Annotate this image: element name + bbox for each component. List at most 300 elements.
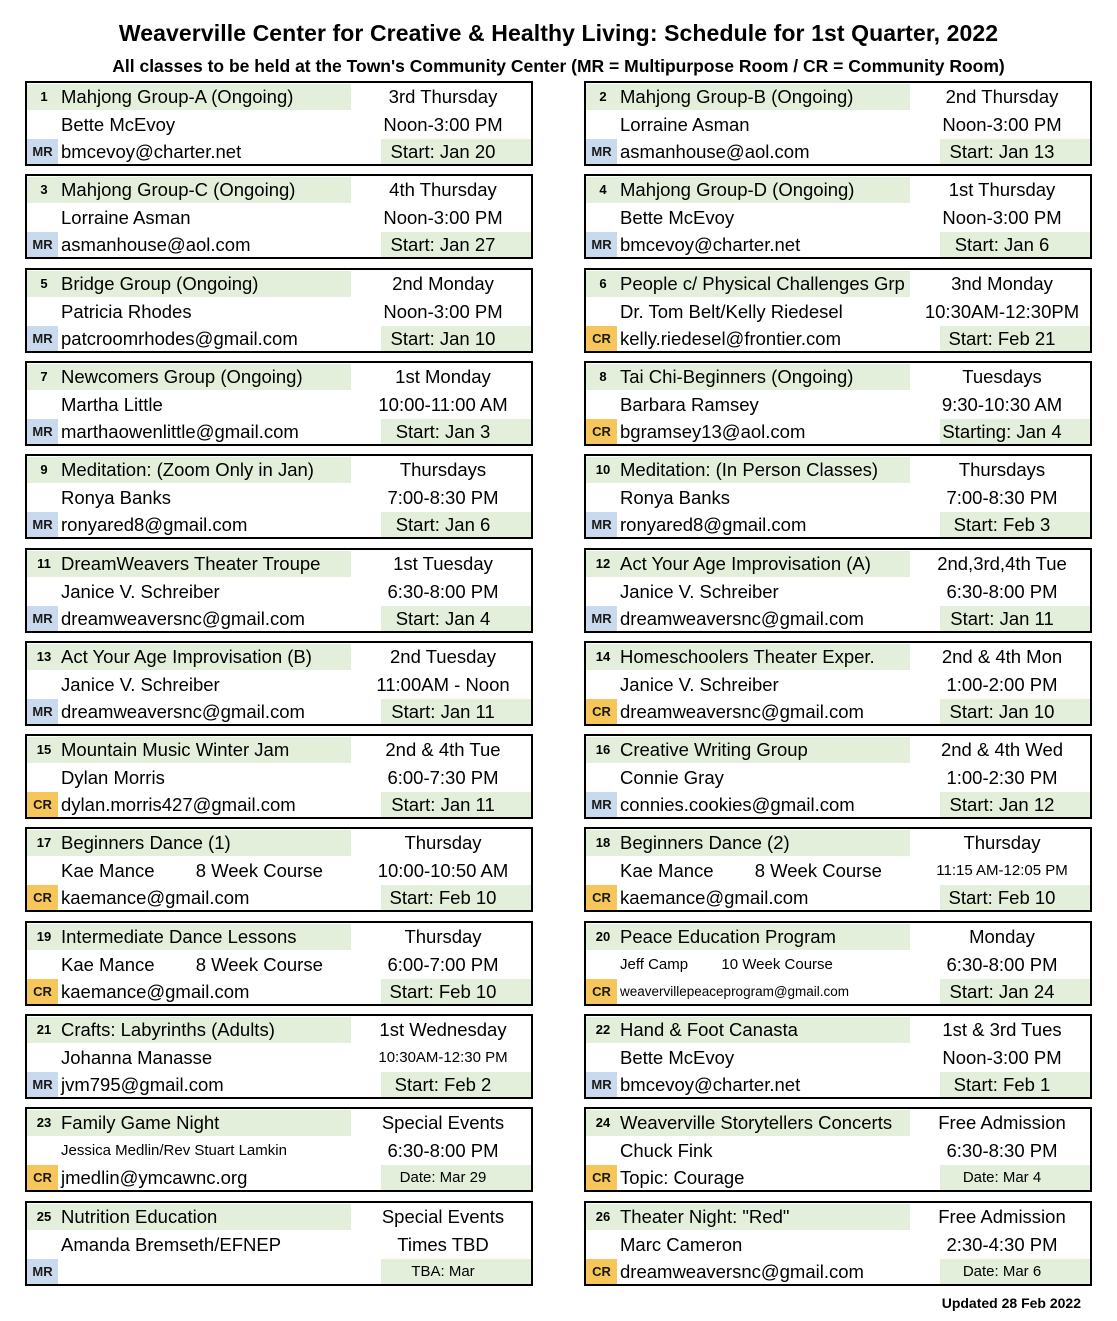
room-badge: MR: [586, 512, 617, 537]
class-contact-row: [586, 978, 1090, 1006]
class-contact-row: [586, 1258, 1090, 1286]
class-day: 3rd Thursday: [388, 86, 498, 107]
class-leader: Kae Mance 8 Week Course: [61, 860, 323, 881]
class-start-date: Start: Jan 6: [395, 514, 491, 535]
class-card: [584, 361, 1092, 446]
class-name: Meditation: (Zoom Only in Jan): [61, 459, 314, 480]
room-badge: MR: [586, 139, 617, 164]
class-name: Mountain Music Winter Jam: [61, 739, 290, 760]
room-badge: MR: [27, 326, 58, 351]
class-name: Theater Night: "Red": [620, 1206, 790, 1227]
class-leader: Bette McEvoy: [61, 114, 176, 135]
class-contact-email[interactable]: bmcevoy@charter.net: [61, 141, 242, 162]
class-card: [25, 1201, 533, 1286]
class-contact-row: [27, 231, 531, 259]
class-leader: Chuck Fink: [620, 1140, 713, 1161]
room-badge: CR: [586, 885, 617, 910]
class-start-date: Start: Jan 11: [950, 608, 1054, 629]
class-leader-row: [586, 764, 1090, 792]
class-title-row: [27, 1203, 531, 1231]
class-name: DreamWeavers Theater Troupe: [61, 553, 321, 574]
class-leader-row: [586, 391, 1090, 419]
class-start-date: Start: Jan 3: [395, 421, 491, 442]
class-contact-row: [586, 231, 1090, 259]
class-leader: Ronya Banks: [61, 487, 172, 508]
class-leader: Amanda Bremseth/EFNEP: [61, 1234, 282, 1255]
class-time: 6:30-8:00 PM: [946, 954, 1058, 975]
class-contact-email[interactable]: kaemance@gmail.com: [620, 887, 809, 908]
class-card: [584, 174, 1092, 259]
class-card: [25, 548, 533, 633]
class-title-row: [586, 1016, 1090, 1044]
class-number: 17: [36, 835, 52, 850]
class-time: Times TBD: [397, 1234, 489, 1255]
class-time: 7:00-8:30 PM: [946, 487, 1058, 508]
class-day: 3nd Monday: [951, 273, 1053, 294]
class-leader: Martha Little: [61, 394, 163, 415]
class-contact-email[interactable]: dylan.morris427@gmail.com: [61, 794, 296, 815]
class-number: 9: [40, 462, 48, 477]
class-name: Homeschoolers Theater Exper.: [620, 646, 875, 667]
class-leader-row: [586, 951, 1090, 979]
class-leader: Kae Mance 8 Week Course: [61, 954, 323, 975]
class-time: Noon-3:00 PM: [942, 207, 1062, 228]
class-start-date: Start: Jan 10: [949, 701, 1055, 722]
class-time: 6:00-7:00 PM: [387, 954, 499, 975]
class-card: [584, 81, 1092, 166]
class-contact-email[interactable]: kaemance@gmail.com: [61, 887, 250, 908]
updated-date: Updated 28 Feb 2022: [941, 1295, 1081, 1311]
class-card: [584, 734, 1092, 819]
class-contact-row: [586, 418, 1090, 446]
class-contact-row: [586, 605, 1090, 633]
page-subtitle: All classes to be held at the Town's Community Center (MR = Multipurpose Room / CR = Community Room): [112, 56, 1005, 76]
class-start-date: Start: Feb 2: [394, 1074, 492, 1095]
class-time: 6:00-7:30 PM: [387, 767, 499, 788]
class-card: [584, 268, 1092, 353]
class-day: 2nd & 4th Wed: [940, 739, 1064, 760]
class-day: Thursdays: [399, 459, 487, 480]
class-day: Monday: [969, 926, 1035, 947]
class-title-row: [27, 643, 531, 671]
class-leader-row: [27, 111, 531, 139]
class-leader-row: [586, 204, 1090, 232]
class-contact-row: [27, 605, 531, 633]
class-card: [584, 1014, 1092, 1099]
class-name: Intermediate Dance Lessons: [61, 926, 297, 947]
class-name: People c/ Physical Challenges Grp: [620, 273, 905, 294]
class-number: 19: [36, 929, 52, 944]
class-title-row: [586, 270, 1090, 298]
class-number: 22: [595, 1022, 611, 1037]
room-badge: MR: [586, 606, 617, 631]
class-leader-row: [586, 111, 1090, 139]
class-time: 9:30-10:30 AM: [941, 394, 1063, 415]
class-leader: Dylan Morris: [61, 767, 165, 788]
class-start-date: Start: Jan 11: [391, 701, 495, 722]
room-badge: MR: [586, 792, 617, 817]
class-number: 2: [599, 89, 607, 104]
class-start-date: Start: Jan 10: [390, 328, 496, 349]
class-title-row: [27, 456, 531, 484]
class-start-date: Date: Mar 6: [962, 1263, 1042, 1280]
class-leader-row: [27, 578, 531, 606]
class-day: 1st Thursday: [948, 179, 1056, 200]
class-name: Mahjong Group-D (Ongoing): [620, 179, 855, 200]
class-contact-email[interactable]: dreamweaversnc@gmail.com: [61, 608, 305, 629]
class-time: 6:30-8:00 PM: [387, 581, 499, 602]
class-card: [25, 1107, 533, 1192]
class-start-date: Start: Feb 21: [948, 328, 1056, 349]
class-name: Crafts: Labyrinths (Adults): [61, 1019, 275, 1040]
class-number: 13: [36, 649, 52, 664]
class-title-row: [27, 176, 531, 204]
class-contact-row: [586, 884, 1090, 912]
class-contact-email[interactable]: bmcevoy@charter.net: [620, 1074, 801, 1095]
class-number: 11: [37, 556, 51, 571]
class-number: 15: [36, 742, 52, 757]
class-contact-email[interactable]: bgramsey13@aol.com: [620, 421, 806, 442]
class-contact-email[interactable]: asmanhouse@aol.com: [61, 234, 251, 255]
class-title-row: [27, 1016, 531, 1044]
class-day: 1st Wednesday: [379, 1019, 507, 1040]
class-contact-email[interactable]: weavervillepeaceprogram@gmail.com: [620, 984, 850, 999]
class-leader: Janice V. Schreiber: [620, 674, 779, 695]
room-badge: CR: [586, 1259, 617, 1284]
class-time: Noon-3:00 PM: [942, 1047, 1062, 1068]
class-leader-row: [27, 951, 531, 979]
class-day: 2nd Tuesday: [390, 646, 496, 667]
class-contact-row: [27, 884, 531, 912]
class-contact-row: [27, 511, 531, 539]
class-contact-row: [27, 1258, 531, 1286]
class-contact-email[interactable]: dreamweaversnc@gmail.com: [61, 701, 305, 722]
class-contact-email[interactable]: patcroomrhodes@gmail.com: [61, 328, 298, 349]
class-leader: Jessica Medlin/Rev Stuart Lamkin: [61, 1142, 287, 1159]
class-contact-row: [27, 325, 531, 353]
class-name: Beginners Dance (2): [620, 832, 790, 853]
class-leader: Lorraine Asman: [620, 114, 750, 135]
room-badge: MR: [27, 1072, 58, 1097]
class-card: [584, 827, 1092, 912]
class-number: 5: [40, 276, 48, 291]
class-start-date: Start: Feb 1: [953, 1074, 1051, 1095]
class-leader-row: [27, 1137, 531, 1165]
class-day: Thursday: [404, 926, 482, 947]
class-start-date: Start: Jan 11: [391, 794, 495, 815]
class-start-date: Start: Jan 6: [954, 234, 1050, 255]
class-day: 2nd & 4th Mon: [941, 646, 1063, 667]
class-name: Beginners Dance (1): [61, 832, 231, 853]
class-leader: Marc Cameron: [620, 1234, 743, 1255]
class-number: 20: [595, 929, 611, 944]
class-leader-row: [27, 298, 531, 326]
class-contact-row: [586, 791, 1090, 819]
class-contact-row: [27, 1164, 531, 1192]
class-name: Mahjong Group-C (Ongoing): [61, 179, 296, 200]
class-card: [584, 921, 1092, 1006]
class-contact-email[interactable]: connies.cookies@gmail.com: [620, 794, 855, 815]
page-title: Weaverville Center for Creative & Healthy Living: Schedule for 1st Quarter, 2022: [118, 20, 999, 46]
class-name: Peace Education Program: [620, 926, 836, 947]
room-badge: CR: [27, 1165, 58, 1190]
class-number: 3: [40, 182, 48, 197]
class-title-row: [27, 270, 531, 298]
class-leader-row: [586, 484, 1090, 512]
class-leader: Janice V. Schreiber: [61, 674, 220, 695]
class-day: 1st & 3rd Tues: [942, 1019, 1062, 1040]
class-contact-email[interactable]: Topic: Courage: [620, 1167, 745, 1188]
class-number: 26: [595, 1209, 611, 1224]
class-number: 23: [36, 1115, 52, 1130]
class-number: 8: [599, 369, 607, 384]
class-day: Thursdays: [958, 459, 1046, 480]
class-time: 6:30-8:30 PM: [946, 1140, 1058, 1161]
class-name: Act Your Age Improvisation (A): [620, 553, 871, 574]
class-time: 7:00-8:30 PM: [387, 487, 499, 508]
class-leader-row: [27, 857, 531, 885]
class-contact-row: [586, 1164, 1090, 1192]
class-title-row: [27, 829, 531, 857]
class-number: 24: [595, 1115, 611, 1130]
class-contact-email[interactable]: dreamweaversnc@gmail.com: [620, 1261, 864, 1282]
class-title-row: [586, 83, 1090, 111]
class-leader: Connie Gray: [620, 767, 724, 788]
class-number: 16: [595, 742, 611, 757]
class-title-row: [586, 643, 1090, 671]
class-time: 1:00-2:00 PM: [946, 674, 1058, 695]
class-card: [25, 734, 533, 819]
class-card: [584, 454, 1092, 539]
class-card: [584, 548, 1092, 633]
class-time: 11:15 AM-12:05 PM: [936, 862, 1068, 879]
class-number: 12: [595, 556, 611, 571]
class-start-date: Start: Jan 12: [949, 794, 1055, 815]
class-start-date: Start: Jan 20: [390, 141, 496, 162]
class-day: 1st Tuesday: [393, 553, 493, 574]
class-leader-row: [586, 1231, 1090, 1259]
class-card: [25, 641, 533, 726]
class-leader: Bette McEvoy: [620, 207, 735, 228]
class-card: [25, 921, 533, 1006]
class-start-date: Starting: Jan 4: [942, 421, 1062, 442]
class-time: 11:00AM - Noon: [376, 674, 510, 695]
class-name: Nutrition Education: [61, 1206, 218, 1227]
class-number: 14: [595, 649, 611, 664]
class-contact-row: [586, 698, 1090, 726]
class-leader-row: [586, 1137, 1090, 1165]
class-leader-row: [27, 1044, 531, 1072]
class-contact-row: [586, 325, 1090, 353]
class-title-row: [27, 550, 531, 578]
class-day: Free Admission: [938, 1112, 1066, 1133]
class-day: Special Events: [381, 1206, 505, 1227]
class-title-row: [586, 550, 1090, 578]
class-time: 2:30-4:30 PM: [946, 1234, 1058, 1255]
class-start-date: Date: Mar 4: [962, 1169, 1042, 1186]
class-leader-row: [586, 671, 1090, 699]
class-leader: Jeff Camp 10 Week Course: [620, 956, 833, 973]
class-time: 10:30AM-12:30 PM: [378, 1049, 508, 1066]
class-start-date: Start: Jan 27: [390, 234, 496, 255]
class-leader-row: [27, 764, 531, 792]
class-start-date: TBA: Mar: [411, 1263, 475, 1280]
class-card: [25, 361, 533, 446]
class-contact-email[interactable]: bmcevoy@charter.net: [620, 234, 801, 255]
room-badge: CR: [586, 326, 617, 351]
class-time: Noon-3:00 PM: [383, 207, 503, 228]
class-card: [25, 81, 533, 166]
class-time: Noon-3:00 PM: [383, 301, 503, 322]
class-day: 2nd & 4th Tue: [385, 739, 501, 760]
room-badge: CR: [586, 699, 617, 724]
class-contact-email[interactable]: kelly.riedesel@frontier.com: [620, 328, 841, 349]
class-leader: Lorraine Asman: [61, 207, 191, 228]
class-card: [584, 641, 1092, 726]
class-name: Weaverville Storytellers Concerts: [620, 1112, 893, 1133]
class-title-row: [586, 176, 1090, 204]
class-contact-email[interactable]: ronyared8@gmail.com: [620, 514, 807, 535]
class-time: 6:30-8:00 PM: [387, 1140, 499, 1161]
class-name: Mahjong Group-B (Ongoing): [620, 86, 854, 107]
class-number: 18: [595, 835, 611, 850]
class-leader: Kae Mance 8 Week Course: [620, 860, 882, 881]
class-start-date: Start: Jan 4: [395, 608, 491, 629]
room-badge: MR: [27, 232, 58, 257]
class-title-row: [586, 1203, 1090, 1231]
class-contact-email[interactable]: dreamweaversnc@gmail.com: [620, 608, 864, 629]
class-number: 25: [36, 1209, 52, 1224]
room-badge: MR: [27, 699, 58, 724]
class-name: Bridge Group (Ongoing): [61, 273, 259, 294]
class-title-row: [586, 363, 1090, 391]
class-name: Creative Writing Group: [620, 739, 808, 760]
class-contact-email[interactable]: marthaowenlittle@gmail.com: [61, 421, 299, 442]
class-title-row: [27, 1109, 531, 1137]
class-number: 10: [595, 462, 611, 477]
class-leader-row: [27, 391, 531, 419]
class-leader-row: [27, 671, 531, 699]
class-leader-row: [586, 298, 1090, 326]
class-time: 10:00-11:00 AM: [378, 394, 508, 415]
room-badge: MR: [27, 139, 58, 164]
class-leader: Bette McEvoy: [620, 1047, 735, 1068]
class-start-date: Start: Jan 24: [949, 981, 1055, 1002]
room-badge: MR: [586, 232, 617, 257]
class-leader: Patricia Rhodes: [61, 301, 192, 322]
class-number: 21: [36, 1022, 52, 1037]
class-name: Tai Chi-Beginners (Ongoing): [620, 366, 854, 387]
class-contact-row: [27, 1071, 531, 1099]
class-leader: Ronya Banks: [620, 487, 731, 508]
class-day: Thursday: [404, 832, 482, 853]
class-time: 1:00-2:30 PM: [946, 767, 1058, 788]
class-name: Hand & Foot Canasta: [620, 1019, 798, 1040]
class-card: [584, 1107, 1092, 1192]
class-contact-email[interactable]: jvm795@gmail.com: [61, 1074, 224, 1095]
class-name: Family Game Night: [61, 1112, 220, 1133]
class-contact-row: [586, 1071, 1090, 1099]
class-number: 7: [40, 369, 48, 384]
class-card: [25, 174, 533, 259]
class-title-row: [586, 829, 1090, 857]
class-number: 4: [599, 182, 607, 197]
class-day: Thursday: [963, 832, 1041, 853]
class-leader-row: [586, 578, 1090, 606]
room-badge: CR: [27, 792, 58, 817]
class-title-row: [586, 923, 1090, 951]
class-leader: Dr. Tom Belt/Kelly Riedesel: [620, 301, 843, 322]
class-time: 10:00-10:50 AM: [377, 860, 509, 881]
class-name: Mahjong Group-A (Ongoing): [61, 86, 294, 107]
class-leader-row: [27, 484, 531, 512]
class-start-date: Date: Mar 29: [399, 1169, 487, 1186]
class-contact-email[interactable]: asmanhouse@aol.com: [620, 141, 810, 162]
class-leader-row: [586, 1044, 1090, 1072]
room-badge: MR: [586, 1072, 617, 1097]
room-badge: CR: [586, 1165, 617, 1190]
class-start-date: Start: Feb 10: [389, 981, 497, 1002]
class-time: 10:30AM-12:30PM: [924, 301, 1080, 322]
class-start-date: Start: Feb 10: [389, 887, 497, 908]
class-title-row: [27, 363, 531, 391]
class-name: Act Your Age Improvisation (B): [61, 646, 312, 667]
class-number: 1: [40, 89, 48, 104]
class-day: Special Events: [381, 1112, 505, 1133]
room-badge: CR: [27, 979, 58, 1004]
class-title-row: [586, 736, 1090, 764]
class-contact-row: [27, 698, 531, 726]
class-day: Tuesdays: [962, 366, 1042, 387]
class-card: [25, 1014, 533, 1099]
class-contact-email[interactable]: kaemance@gmail.com: [61, 981, 250, 1002]
class-title-row: [586, 1109, 1090, 1137]
class-time: Noon-3:00 PM: [942, 114, 1062, 135]
class-start-date: Start: Feb 10: [948, 887, 1056, 908]
class-name: Newcomers Group (Ongoing): [61, 366, 303, 387]
class-contact-email[interactable]: ronyared8@gmail.com: [61, 514, 248, 535]
class-leader-row: [27, 1231, 531, 1259]
class-card: [584, 1201, 1092, 1286]
class-day: 2nd Monday: [392, 273, 494, 294]
class-day: 4th Thursday: [389, 179, 497, 200]
class-contact-row: [27, 138, 531, 166]
class-day: 2nd Thursday: [945, 86, 1059, 107]
class-leader: Janice V. Schreiber: [61, 581, 220, 602]
class-contact-email[interactable]: jmedlin@ymcawnc.org: [61, 1167, 248, 1188]
class-contact-row: [27, 418, 531, 446]
class-leader: Johanna Manasse: [61, 1047, 213, 1068]
class-leader: Barbara Ramsey: [620, 394, 759, 415]
room-badge: CR: [586, 419, 617, 444]
class-number: 6: [599, 276, 607, 291]
class-contact-row: [586, 511, 1090, 539]
class-leader: Janice V. Schreiber: [620, 581, 779, 602]
room-badge: MR: [27, 606, 58, 631]
class-contact-row: [27, 791, 531, 819]
room-badge: MR: [27, 512, 58, 537]
class-name: Meditation: (In Person Classes): [620, 459, 879, 480]
class-title-row: [27, 83, 531, 111]
class-card: [25, 268, 533, 353]
class-contact-email[interactable]: dreamweaversnc@gmail.com: [620, 701, 864, 722]
room-badge: CR: [27, 885, 58, 910]
class-title-row: [586, 456, 1090, 484]
class-start-date: Start: Jan 13: [949, 141, 1055, 162]
class-contact-row: [27, 978, 531, 1006]
class-time: 6:30-8:00 PM: [946, 581, 1058, 602]
class-contact-row: [586, 138, 1090, 166]
